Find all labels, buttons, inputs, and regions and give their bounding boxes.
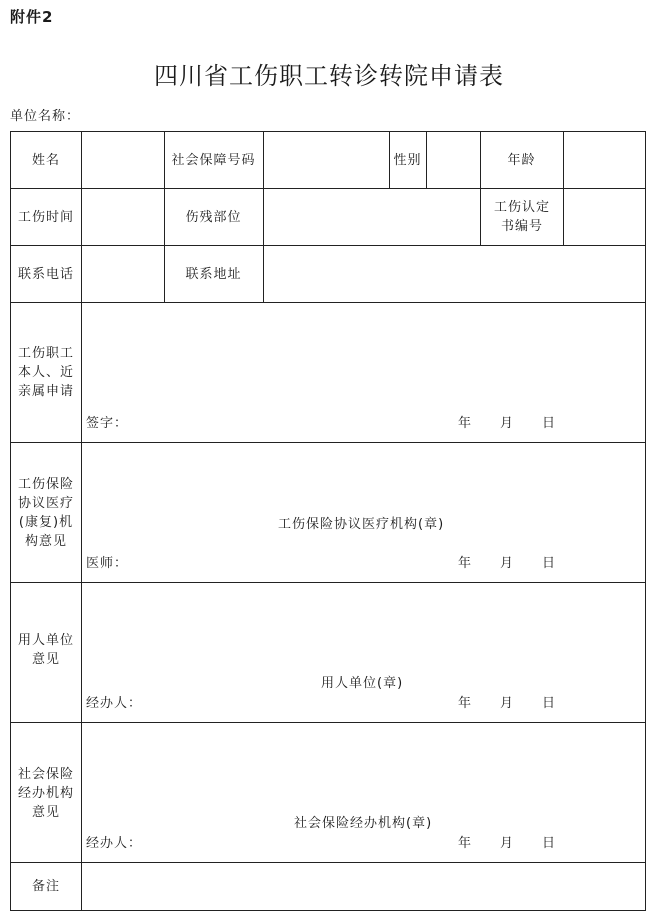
employer-stamp: 用人单位(章) <box>321 676 404 691</box>
age-label: 年龄 <box>507 152 536 168</box>
medical-signer-label: 医师： <box>86 556 129 571</box>
employer-signer-label: 经办人： <box>86 696 143 711</box>
gender-label: 性别 <box>393 152 422 168</box>
employer-day-label: 日 <box>542 696 557 711</box>
row-divider <box>11 722 645 723</box>
remarks-label: 备注 <box>31 879 60 894</box>
employer-year-label: 年 <box>458 696 473 711</box>
applicant-month-label: 月 <box>500 416 515 431</box>
applicant-day-label: 日 <box>542 416 557 431</box>
employer-month-label: 月 <box>500 696 515 711</box>
column-divider <box>480 188 481 245</box>
certificate-number-label: 工伤认定书编号 <box>493 200 550 234</box>
social-insurance-day-label: 日 <box>542 836 557 851</box>
row-divider <box>11 582 645 583</box>
social-insurance-section-label: 社会保险经办机构意见 <box>17 767 74 820</box>
address-label: 联系地址 <box>185 266 242 282</box>
address-field[interactable] <box>264 246 645 302</box>
row-divider <box>11 442 645 443</box>
form-title: 四川省工伤职工转诊转院申请表 <box>154 62 504 90</box>
remarks-field[interactable] <box>82 863 645 910</box>
gender-field[interactable] <box>427 132 480 188</box>
medical-day-label: 日 <box>542 556 557 571</box>
social-security-number-field[interactable] <box>264 132 389 188</box>
social-insurance-month-label: 月 <box>500 836 515 851</box>
certificate-number-field[interactable] <box>564 189 645 245</box>
applicant-year-label: 年 <box>458 416 473 431</box>
row-divider <box>11 302 645 303</box>
social-insurance-signer-label: 经办人： <box>86 836 143 851</box>
injury-time-label: 工伤时间 <box>17 209 74 225</box>
employer-section-label: 用人单位意见 <box>17 633 74 667</box>
phone-field[interactable] <box>82 246 164 302</box>
injured-part-field[interactable] <box>264 189 480 245</box>
medical-year-label: 年 <box>458 556 473 571</box>
applicant-signature-label: 签字： <box>86 416 129 431</box>
unit-name-label: 单位名称： <box>10 109 81 124</box>
application-form-table <box>10 131 646 911</box>
attachment-label: 附件2 <box>10 8 54 26</box>
medical-month-label: 月 <box>500 556 515 571</box>
social-insurance-year-label: 年 <box>458 836 473 851</box>
injury-time-field[interactable] <box>82 189 164 245</box>
social-insurance-agency-stamp: 社会保险经办机构(章) <box>294 816 433 831</box>
medical-section-label: 工伤保险协议医疗(康复)机构意见 <box>17 476 74 549</box>
name-field[interactable] <box>82 132 164 188</box>
injured-part-label: 伤残部位 <box>185 209 242 225</box>
name-label: 姓名 <box>31 152 60 168</box>
social-security-number-label: 社会保障号码 <box>171 152 256 168</box>
phone-label: 联系电话 <box>17 266 74 282</box>
medical-institution-stamp: 工伤保险协议医疗机构(章) <box>278 517 445 532</box>
applicant-section-label: 工伤职工本人、近亲属申请 <box>17 346 74 399</box>
age-field[interactable] <box>564 132 645 188</box>
